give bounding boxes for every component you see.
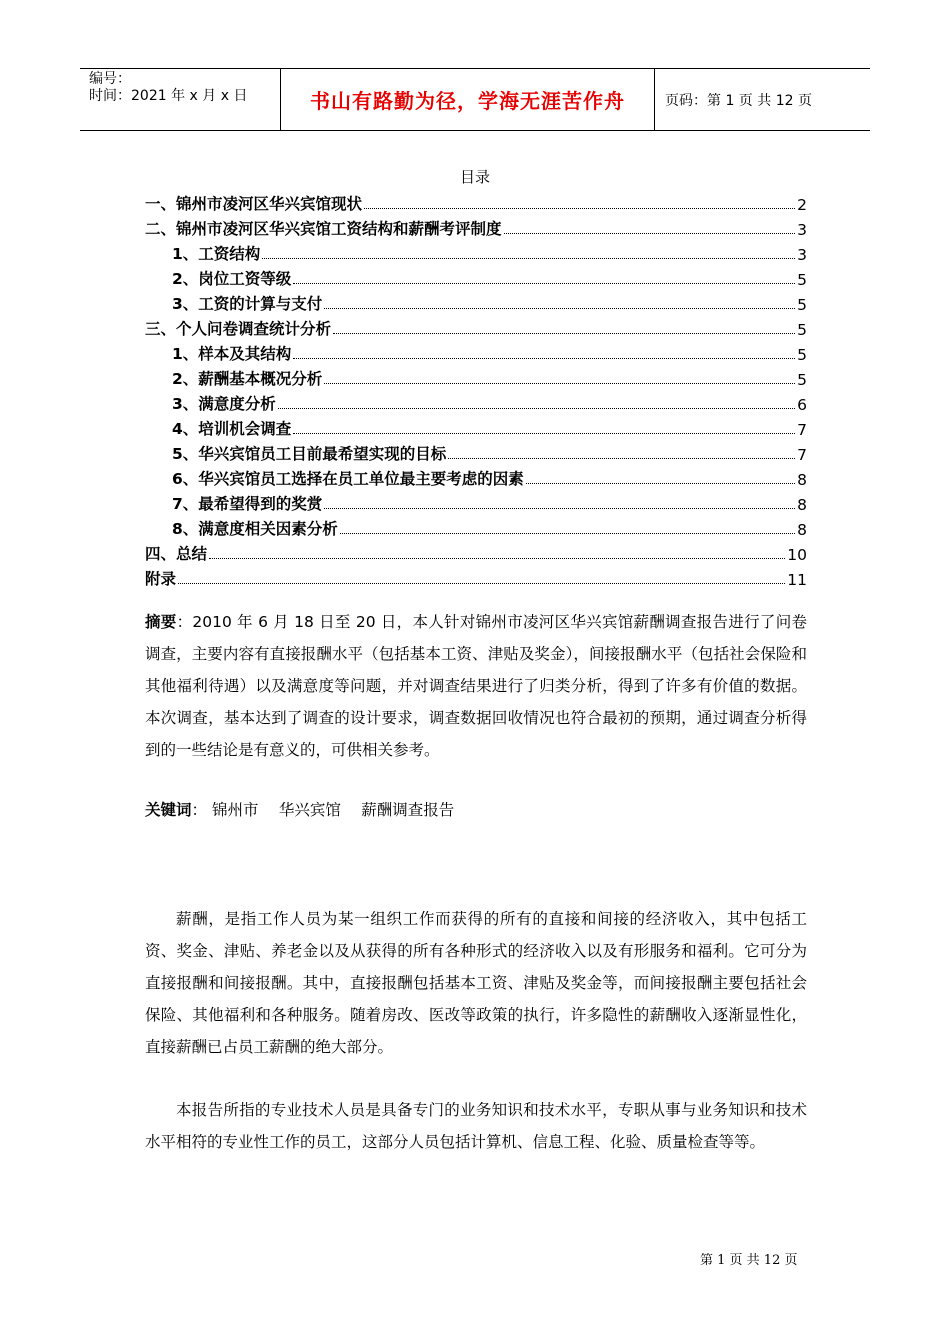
toc-entry[interactable] <box>145 364 807 389</box>
body-paragraph-1: 薪酬，是指工作人员为某一组织工作而获得的所有的直接和间接的经济收入，其中包括工资、奖金、津贴、养老金以及从获得的所有各种形式的经济收入以及有形服务和福利。它可分为直接报酬和间接报酬。其中，直接报酬包括基本工资、津贴及奖金等，而间接报酬主要包括社会保险、其他福利和各种服务。随着房改、医改等政策的执行，许多隐性的薪酬收入逐渐显性化，直接薪酬已占员工薪酬的绝大部分。 <box>145 910 807 1056</box>
toc-entry-page: 10 <box>787 546 807 564</box>
toc-entry[interactable] <box>145 314 807 339</box>
toc-entry[interactable] <box>145 214 807 239</box>
body-paragraph-2: 本报告所指的专业技术人员是具备专门的业务知识和技术水平，专职从事与业务知识和技术水平相符的专业性工作的员工，这部分人员包括计算机、信息工程、化验、质量检查等等。 <box>145 1101 807 1151</box>
toc-entry-page: 5 <box>797 346 807 364</box>
toc-leader <box>448 458 795 459</box>
toc-entry-label: 附录 <box>145 570 177 588</box>
toc-entry-page: 6 <box>797 396 807 414</box>
toc-entry[interactable] <box>145 464 807 489</box>
abstract-text: ：2010 年 6 月 18 日至 20 日，本人针对锦州市凌河区华兴宾馆薪酬调查报告进行了问卷调查，主要内容有直接报酬水平（包括基本工资、津贴及奖金），间接报酬水平（包括社会保险和其他福利待遇）以及满意度等问题，并对调查结果进行了归类分析，得到了许多有价值的数据。本次调查，基本达到了调查的设计要求，调查数据回收情况也符合最初的预期，通过调查分析得到的一些结论是有意义的，可供相关参考。 <box>145 613 807 759</box>
toc-entry-page: 5 <box>797 271 807 289</box>
toc-leader <box>262 258 795 259</box>
toc-entry-label: 2、薪酬基本概况分析 <box>172 370 323 388</box>
toc-entry-page: 8 <box>797 496 807 514</box>
abstract-label: 摘要 <box>145 613 177 631</box>
toc-leader <box>209 558 785 559</box>
toc-entry-label: 3、满意度分析 <box>172 395 276 413</box>
toc-entry[interactable] <box>145 539 807 564</box>
keywords-text: ： 锦州市 华兴宾馆 薪酬调查报告 <box>191 801 455 819</box>
toc-entry-page: 8 <box>797 521 807 539</box>
toc-leader <box>324 508 795 509</box>
toc-entry-label: 1、样本及其结构 <box>172 345 292 363</box>
toc-entry[interactable] <box>145 414 807 439</box>
toc-leader <box>364 208 795 209</box>
toc-leader <box>504 233 796 234</box>
toc-entry-label: 6、华兴宾馆员工选择在员工单位最主要考虑的因素 <box>172 470 524 488</box>
toc-leader <box>333 333 795 334</box>
toc-entry-page: 2 <box>797 196 807 214</box>
toc-entry-label: 四、总结 <box>145 545 208 563</box>
toc-entry-label: 2、岗位工资等级 <box>172 270 292 288</box>
toc-entry-label: 8、满意度相关因素分析 <box>172 520 338 538</box>
toc-entry-page: 3 <box>797 246 807 264</box>
toc-entry-label: 3、工资的计算与支付 <box>172 295 323 313</box>
keywords-paragraph <box>145 794 807 826</box>
time-label: 时间：2021 年 x 月 x 日 <box>89 88 248 104</box>
header-left-cell <box>80 69 281 130</box>
toc-entry-page: 7 <box>797 446 807 464</box>
toc-entry[interactable] <box>145 189 807 214</box>
toc-entry-page: 3 <box>797 221 807 239</box>
page-footer: 第 1 页 共 12 页 <box>700 1253 798 1268</box>
header-right-cell <box>655 69 870 130</box>
toc-entry-page: 8 <box>797 471 807 489</box>
toc-leader <box>293 283 795 284</box>
toc-entry-page: 11 <box>787 571 807 589</box>
toc-leader <box>324 308 795 309</box>
toc-entry-page: 5 <box>797 321 807 339</box>
toc-leader <box>293 433 795 434</box>
header-center-cell <box>281 69 655 130</box>
toc-title: 目录 <box>459 168 490 186</box>
motto: 书山有路勤为径，学海无涯苦作舟 <box>310 89 625 113</box>
toc-leader <box>293 358 795 359</box>
toc-entry-label: 1、工资结构 <box>172 245 261 263</box>
toc-entry-label: 5、华兴宾馆员工目前最希望实现的目标 <box>172 445 447 463</box>
number-label: 编号： <box>89 71 131 87</box>
page-header <box>80 68 870 131</box>
toc-entry[interactable] <box>145 289 807 314</box>
toc-leader <box>278 408 795 409</box>
toc-entry-label: 三、个人问卷调查统计分析 <box>145 320 332 338</box>
toc-leader <box>526 483 795 484</box>
toc-entry[interactable] <box>145 564 807 589</box>
table-of-contents <box>145 189 807 589</box>
toc-entry[interactable] <box>145 439 807 464</box>
toc-entry-label: 一、锦州市凌河区华兴宾馆现状 <box>145 195 363 213</box>
toc-entry-page: 7 <box>797 421 807 439</box>
abstract-paragraph <box>145 606 807 766</box>
toc-entry[interactable] <box>145 389 807 414</box>
toc-leader <box>178 583 785 584</box>
toc-leader <box>340 533 795 534</box>
page-label: 页码：第 1 页 共 12 页 <box>665 92 812 109</box>
toc-entry-page: 5 <box>797 371 807 389</box>
toc-leader <box>324 383 795 384</box>
toc-entry-label: 二、锦州市凌河区华兴宾馆工资结构和薪酬考评制度 <box>145 220 502 238</box>
keywords-label: 关键词 <box>145 801 192 819</box>
toc-entry-page: 5 <box>797 296 807 314</box>
toc-entry[interactable] <box>145 239 807 264</box>
toc-entry[interactable] <box>145 339 807 364</box>
toc-entry[interactable] <box>145 489 807 514</box>
toc-entry-label: 4、培训机会调查 <box>172 420 292 438</box>
toc-entry[interactable] <box>145 514 807 539</box>
toc-entry-label: 7、最希望得到的奖赏 <box>172 495 323 513</box>
toc-entry[interactable] <box>145 264 807 289</box>
